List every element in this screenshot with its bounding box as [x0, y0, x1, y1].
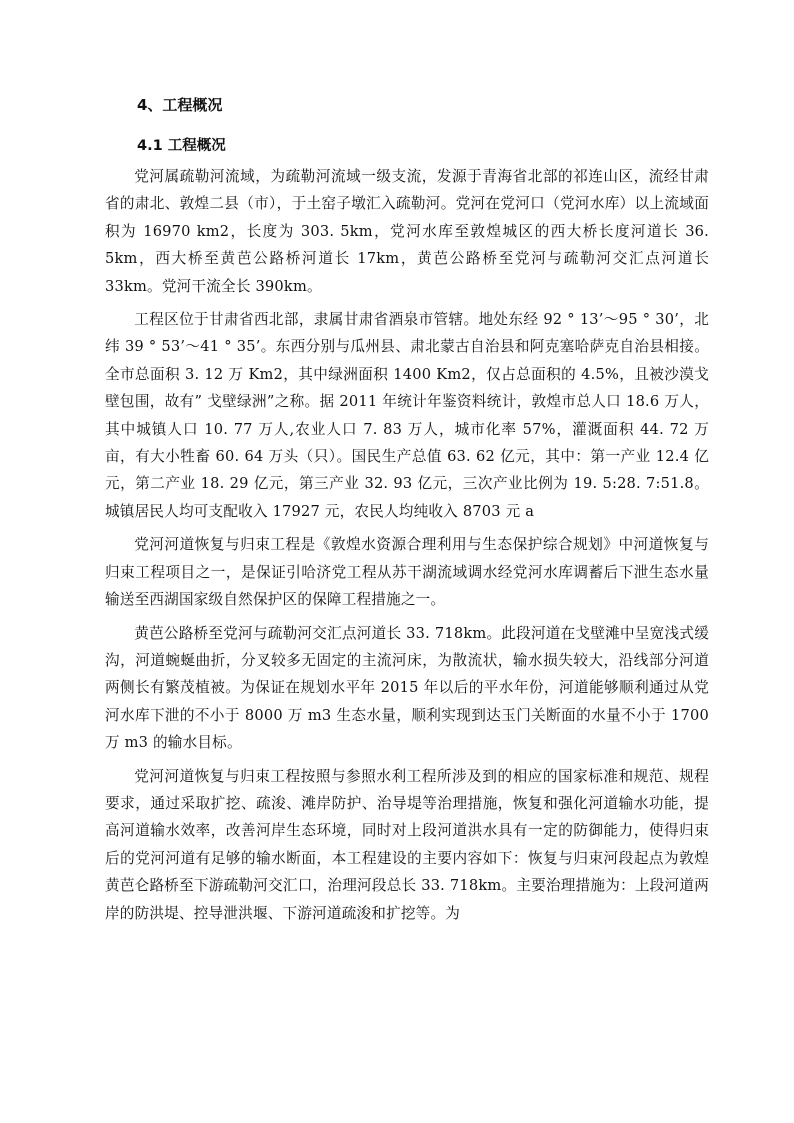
paragraph-project-purpose: 党河河道恢复与归束工程是《敦煌水资源合理利用与生态保护综合规划》中河道恢复与归束工程项目之一，是保证引哈济党工程从苏干湖流域调水经党河水库调蓄后下泄生态水量输送至西湖国家级自然保护区的保障工程措施之一。	[105, 536, 709, 609]
paragraph-river-overview: 党河属疏勒河流域，为疏勒河流域一级支流，发源于青海省北部的祁连山区，流经甘肃省的肃北、敦煌二县（市），于土窑子墩汇入疏勒河。党河在党河口（党河水库）以上流域面积为 16970 km2，长度为 303. 5km，党河水库至敦煌城区的西大桥长度河道长 36. 5km，西大桥至黄芭公路桥河道长 17km，黄芭公路桥至党河与疏勒河交汇点河道长 33km。党河干流全长 390km。	[105, 168, 709, 295]
section-heading: 4、工程概况	[137, 96, 223, 114]
document-body	[105, 163, 709, 933]
paragraph-project-area: 工程区位于甘肃省西北部，隶属甘肃省酒泉市管辖。地处东经 92 ° 13’～95 ° 30’，北纬 39 ° 53’～41 ° 35’。东西分别与瓜州县、肃北蒙古自治县和阿克塞哈萨克自治县相接。全市总面积 3. 12 万 Km2，其中绿洲面积 1400 Km2，仅占总面积的 4.5%，且被沙漠戈壁包围，故有” 戈壁绿洲”之称。据 2011 年统计年鉴资料统计，敦煌市总人口 18.6 万人，其中城镇人口 10. 77 万人,农业人口 7. 83 万人，城市化率 57%，灌溉面积 44. 72 万亩，有大小牲畜 60. 64 万头（只）。国民生产总值 63. 62 亿元，其中：第一产业 12.4 亿元，第二产业 18. 29 亿元，第三产业 32. 93 亿元，三次产业比例为 19. 5:28. 7:51.8。城镇居民人均可支配收入 17927 元，农民人均纯收入 8703 元 a	[105, 311, 709, 520]
paragraph-construction-content: 党河河道恢复与归束工程按照与参照水利工程所涉及到的相应的国家标准和规范、规程要求，通过采取扩挖、疏浚、滩岸防护、治导堤等治理措施，恢复和强化河道输水功能，提高河道输水效率，改善河岸生态环境，同时对上段河道洪水具有一定的防御能力，使得归束后的党河河道有足够的输水断面，本工程建设的主要内容如下：恢复与归束河段起点为敦煌黄芭仑路桥至下游疏勒河交汇口，治理河段总长 33. 718km。主要治理措施为：上段河道两岸的防洪堤、控导泄洪堰、下游河道疏浚和扩挖等。为	[105, 767, 709, 922]
subsection-heading: 4.1 工程概况	[137, 138, 226, 154]
paragraph-river-section: 黄芭公路桥至党河与疏勒河交汇点河道长 33. 718km。此段河道在戈壁滩中呈宽浅式缓沟，河道蜿蜒曲折，分叉较多无固定的主流河床，为散流状，输水损失较大，沿线部分河道两侧长有繁茂植被。为保证在规划水平年 2015 年以后的平水年份，河道能够顺利通过从党河水库下泄的不小于 8000 万 m3 生态水量，顺利实现到达玉门关断面的水量不小于 1700 万 m3 的输水目标。	[105, 624, 709, 752]
